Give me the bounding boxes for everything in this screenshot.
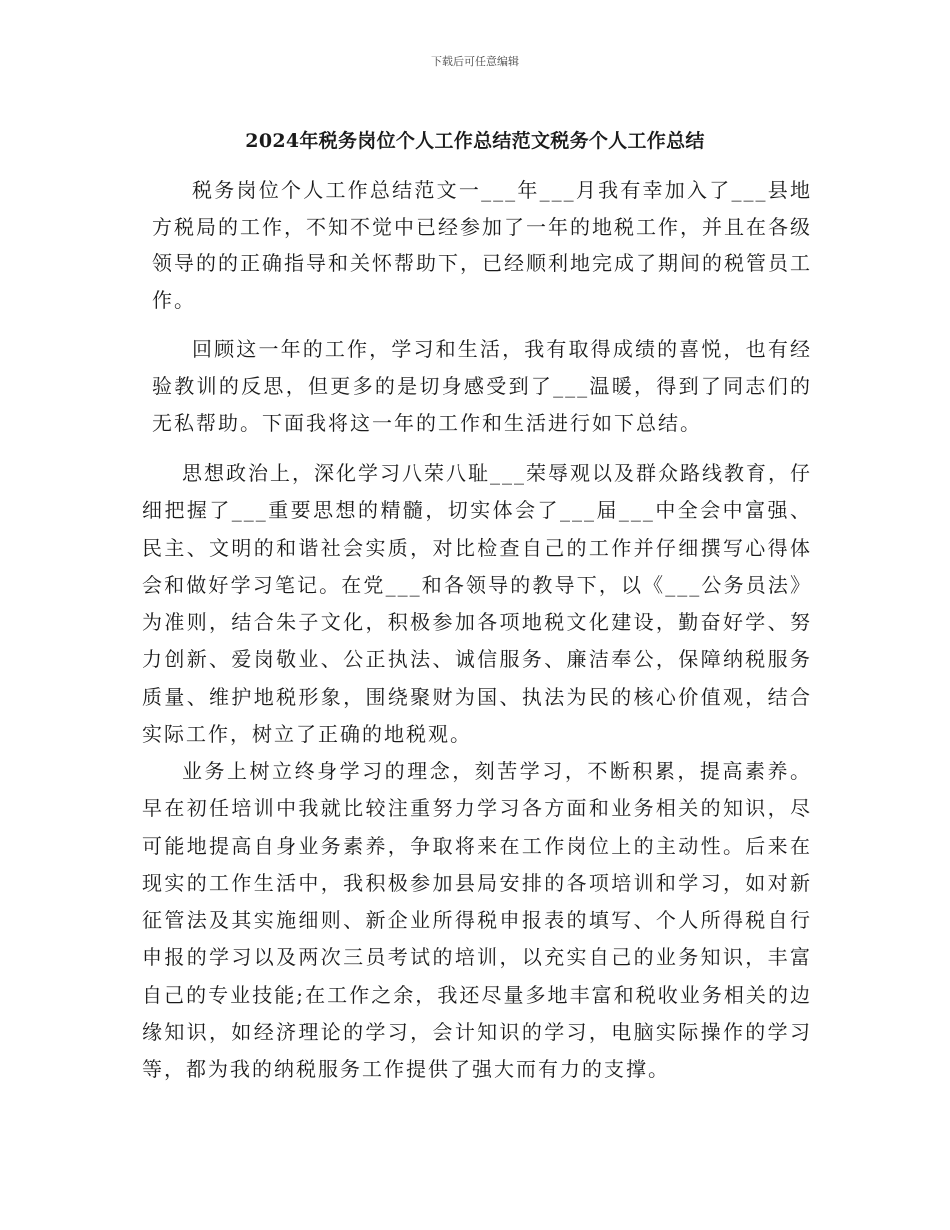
paragraph-review: 回顾这一年的工作，学习和生活，我有取得成绩的喜悦，也有经验教训的反思，但更多的是切身感受到了___温暖，得到了同志们的无私帮助。下面我将这一年的工作和生活进行如下总结。 (152, 337, 812, 435)
page-header-note: 下载后可任意编辑 (431, 55, 519, 68)
paragraph-business: 业务上树立终身学习的理念，刻苦学习，不断积累，提高素养。早在初任培训中我就比较注重努力学习各方面和业务相关的知识，尽可能地提高自身业务素养，争取将来在工作岗位上的主动性。后来在现实的工作生活中，我积极参加县局安排的各项培训和学习，如对新征管法及其实施细则、新企业所得税申报表的填写、个人所得税自行申报的学习以及两次三员考试的培训，以充实自己的业务知识，丰富自己的专业技能;在工作之余，我还尽量多地丰富和税收业务相关的边缘知识，如经济理论的学习，会计知识的学习，电脑实际操作的学习等，都为我的纳税服务工作提供了强大而有力的支撑。 (142, 759, 812, 1082)
paragraph-intro: 税务岗位个人工作总结范文一___年___月我有幸加入了___县地方税局的工作，不知不觉中已经参加了一年的地税工作，并且在各级领导的的正确指导和关怀帮助下，已经顺利地完成了期间的税管员工作。 (152, 178, 812, 312)
paragraph-political: 思想政治上，深化学习八荣八耻___荣辱观以及群众路线教育，仔细把握了___重要思想的精髓，切实体会了___届___中全会中富强、民主、文明的和谐社会实质，对比检查自己的工作并仔细撰写心得体会和做好学习笔记。在党___和各领导的教导下，以《___公务员法》为准则，结合朱子文化，积极参加各项地税文化建设，勤奋好学、努力创新、爱岗敬业、公正执法、诚信服务、廉洁奉公，保障纳税服务质量、维护地税形象，围绕聚财为国、执法为民的核心价值观，结合实际工作，树立了正确的地税观。 (142, 461, 812, 747)
document-title: 2024年税务岗位个人工作总结范文税务个人工作总结 (245, 130, 705, 152)
